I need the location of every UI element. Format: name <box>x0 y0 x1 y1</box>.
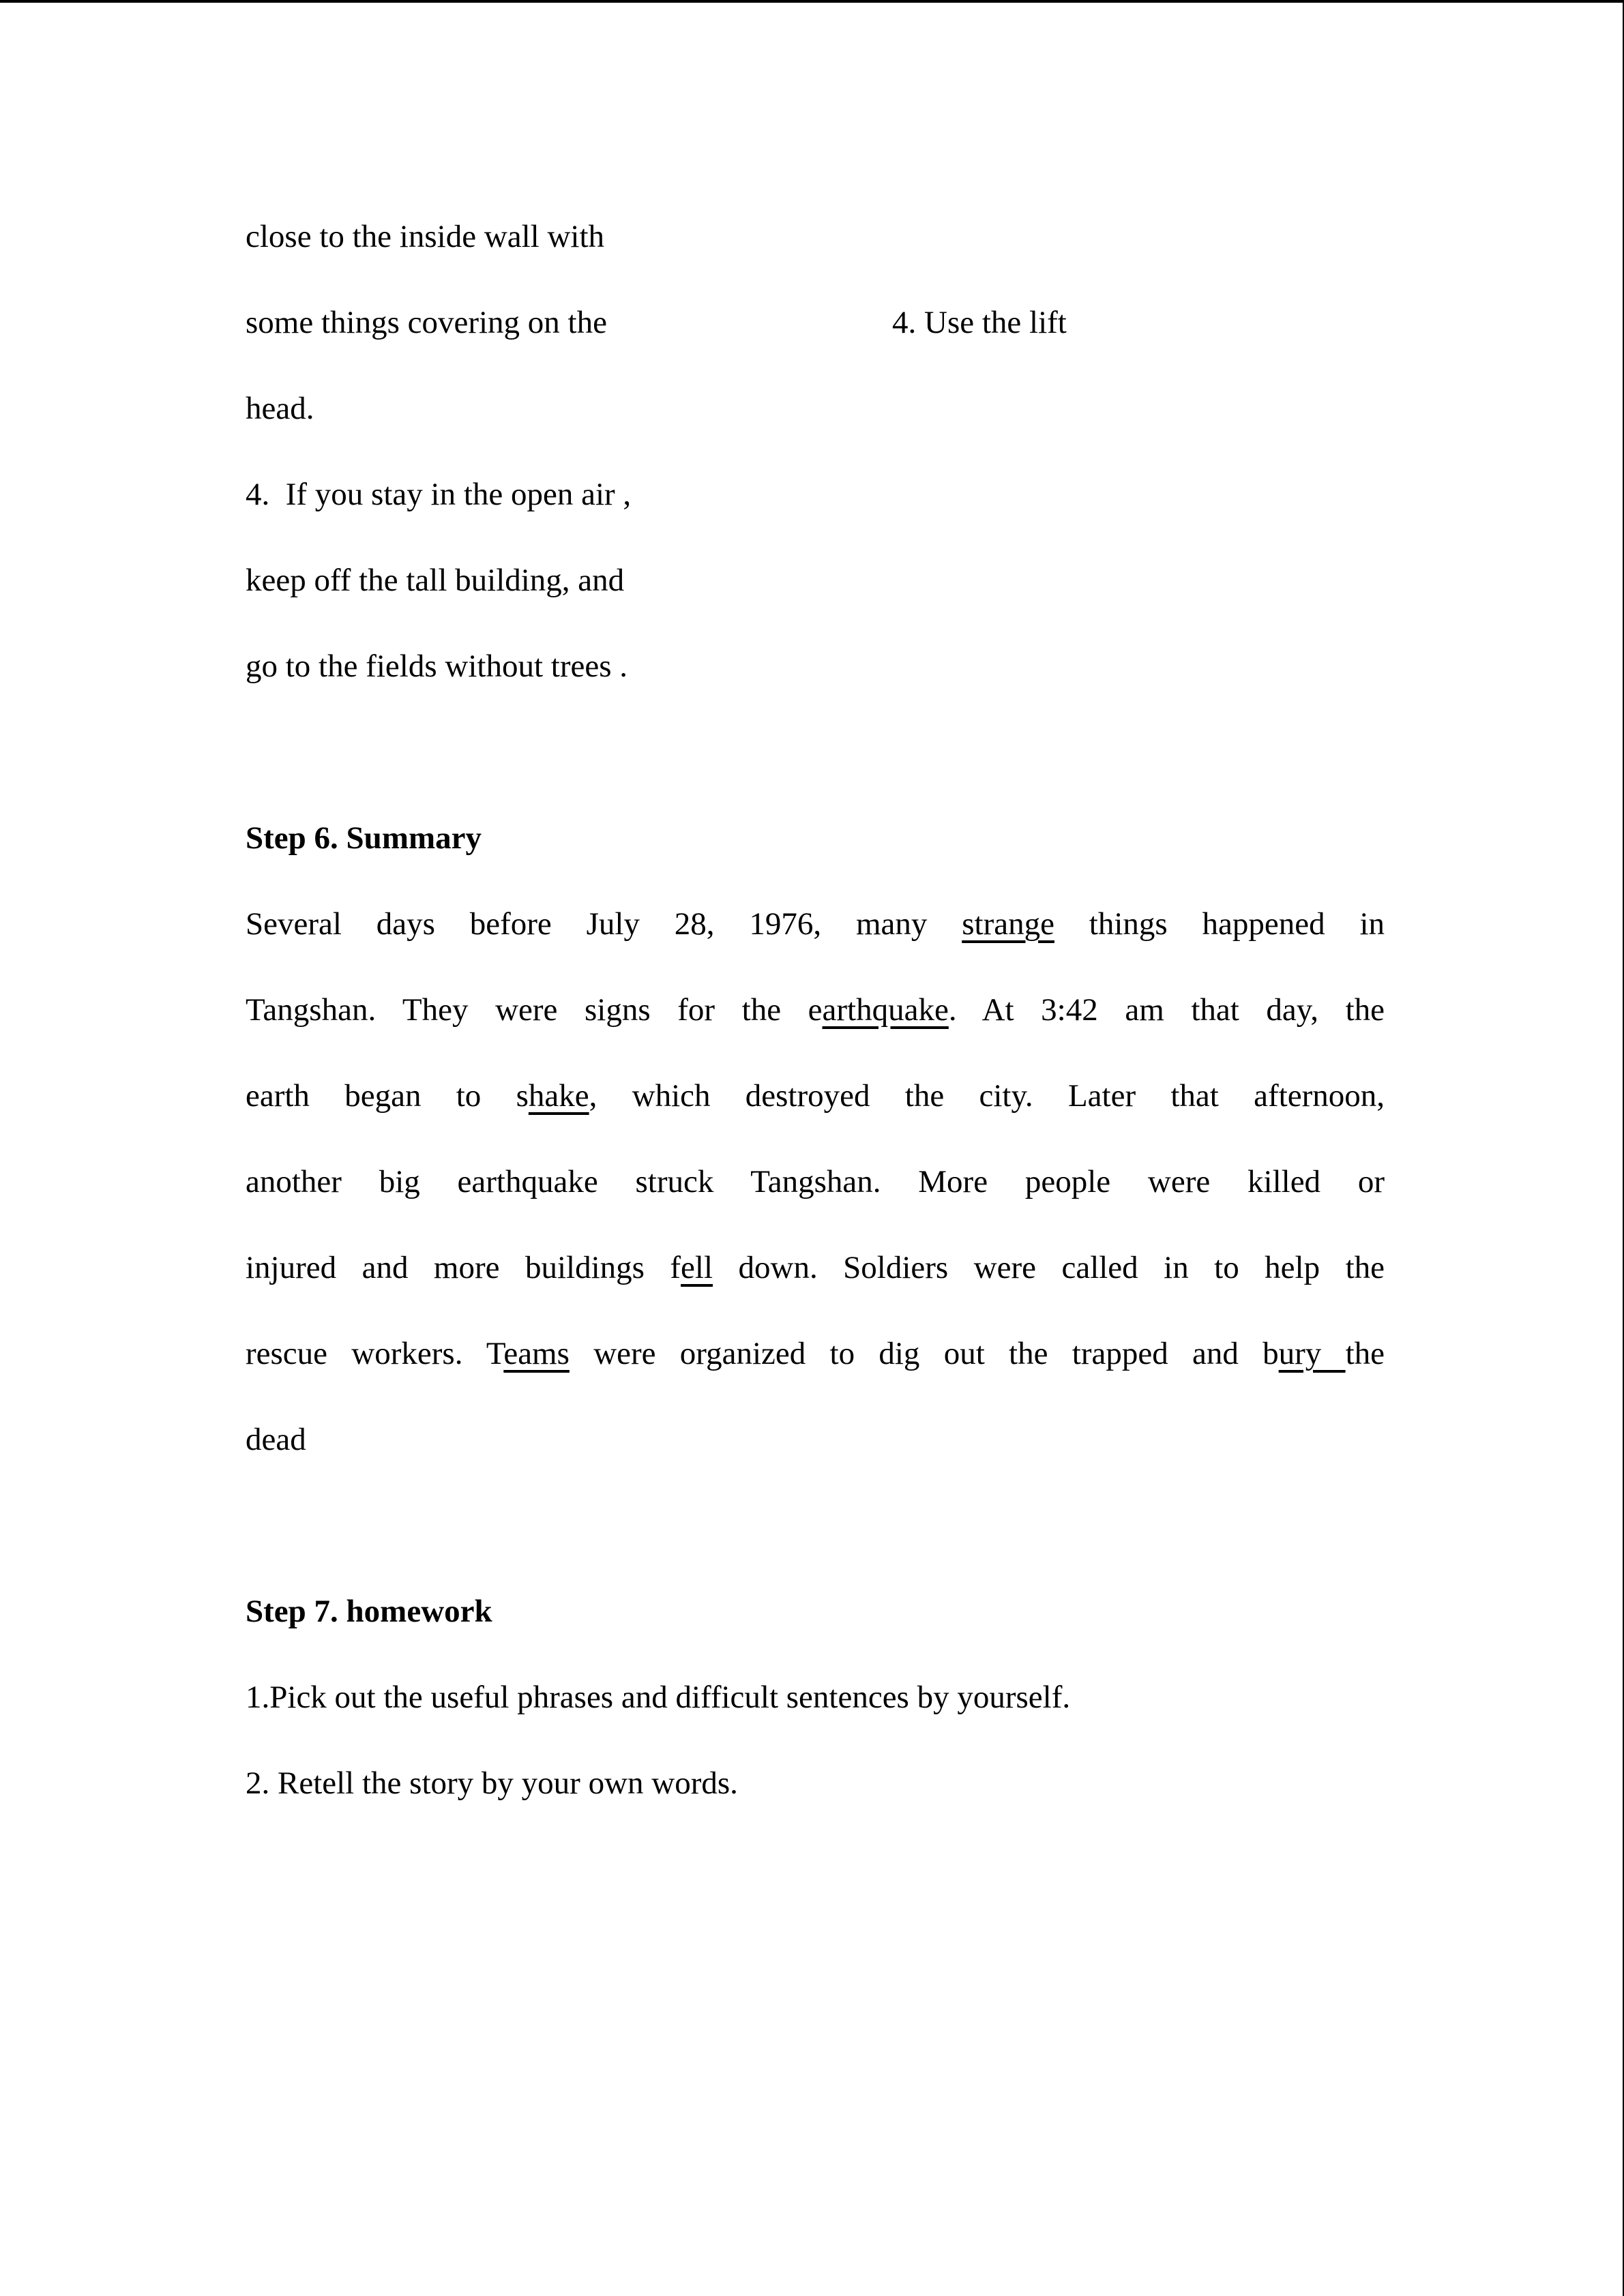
fill-in-blank-word: arthquake <box>822 992 949 1028</box>
text-line: keep off the tall building, and <box>246 563 625 598</box>
text-segment: rescue workers. T <box>246 1336 504 1371</box>
summary-line <box>246 881 1385 967</box>
text-line: close to the inside wall with <box>246 219 605 254</box>
summary-line <box>246 1139 1385 1225</box>
homework-list <box>246 1654 1385 1826</box>
text-line: head. <box>246 391 314 426</box>
evacuation-tips-right-column-item: 4. Use the lift <box>892 305 1067 340</box>
text-segment: down. Soldiers were called in to help the <box>713 1250 1385 1285</box>
fill-in-blank-word: strange <box>962 906 1054 942</box>
evacuation-tips-left-column <box>246 194 1385 709</box>
text-segment: another big earthquake struck Tangshan. More people were killed or <box>246 1164 1385 1199</box>
text-line: go to the fields without trees . <box>246 648 628 684</box>
text-line: some things covering on the <box>246 305 607 340</box>
text-segment: things happened in <box>1054 906 1385 942</box>
text-segment: the <box>1345 1336 1385 1371</box>
summary-line <box>246 1053 1385 1139</box>
text-segment: were organized to dig out the trapped and b <box>569 1336 1279 1371</box>
homework-item: 1.Pick out the useful phrases and difficult sentences by yourself. <box>246 1680 1071 1715</box>
summary-line <box>246 1225 1385 1311</box>
text-segment: . At 3:42 am that day, the <box>948 992 1385 1028</box>
text-segment: injured and more buildings f <box>246 1250 681 1285</box>
summary-line <box>246 967 1385 1053</box>
summary-line <box>246 1397 1385 1482</box>
summary-paragraph <box>246 881 1385 1482</box>
text-segment: dead <box>246 1422 306 1457</box>
homework-heading: Step 7. homework <box>246 1594 492 1629</box>
fill-in-blank-word: eams <box>503 1336 570 1371</box>
fill-in-blank-word: ell <box>681 1250 713 1285</box>
page-content <box>246 194 1385 1826</box>
summary-heading: Step 6. Summary <box>246 820 482 856</box>
fill-in-blank-word: hake <box>528 1078 589 1114</box>
text-segment: earth began to s <box>246 1078 529 1114</box>
text-line: 4. If you stay in the open air , <box>246 477 632 512</box>
text-segment: Tangshan. They were signs for the e <box>246 992 823 1028</box>
summary-line <box>246 1311 1385 1397</box>
fill-in-blank-word: ury <box>1278 1336 1346 1371</box>
text-segment: , which destroyed the city. Later that afternoon, <box>589 1078 1385 1114</box>
evacuation-tips-section <box>246 194 1385 709</box>
homework-item: 2. Retell the story by your own words. <box>246 1765 738 1801</box>
text-segment: Several days before July 28, 1976, many <box>246 906 962 942</box>
